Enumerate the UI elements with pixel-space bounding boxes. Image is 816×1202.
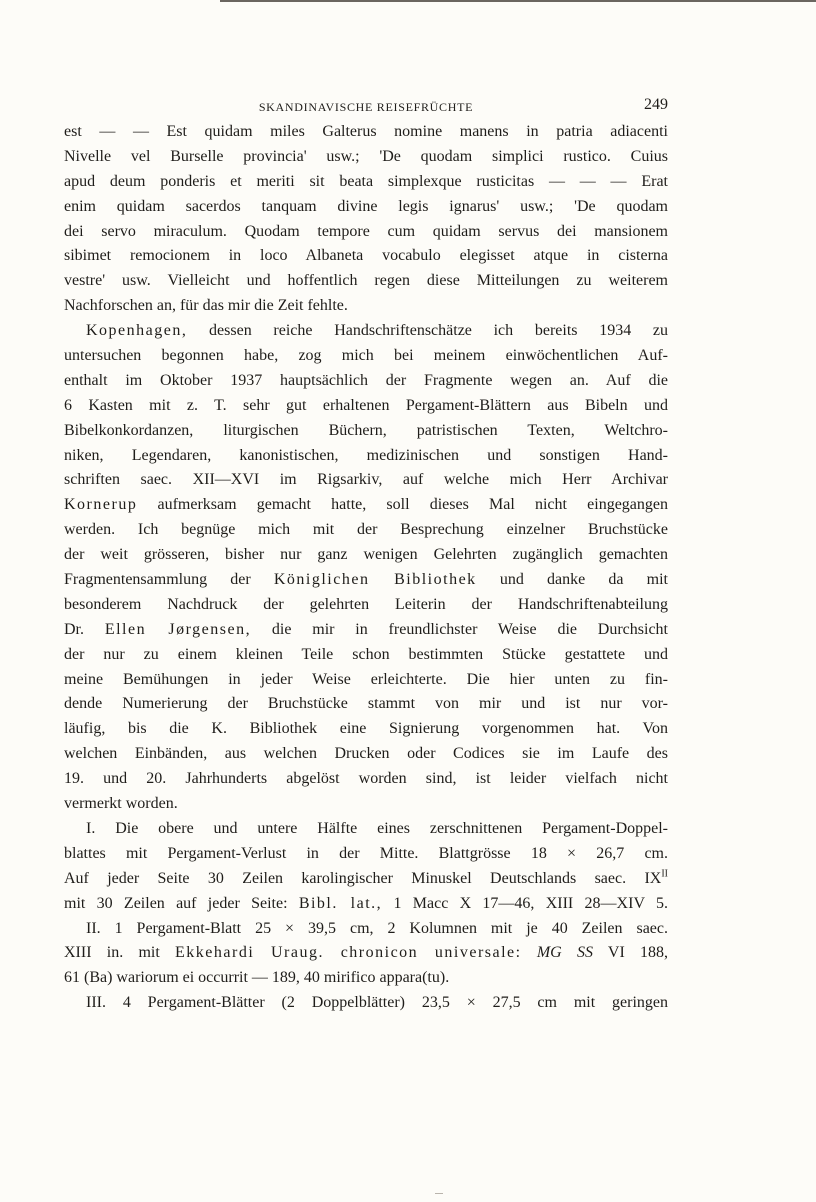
text-line: Bibelkonkordanzen, liturgischen Büchern, patristischen Texten, Weltchro-: [64, 421, 668, 439]
text-line: [64, 568, 668, 593]
text-span: dessen reiche Handschriftenschätze ich bereits 1934 zu: [187, 322, 668, 340]
text-line: der weit grösseren, bisher nur ganz wenigen Gelehrten zugänglich gemachten: [64, 546, 668, 564]
spaced-term-kopenhagen: Kopenhagen,: [86, 322, 188, 340]
text-span: 1 Macc X 17—46, XIII 28—XIV 5.: [382, 894, 668, 912]
text-line: vestre' usw. Vielleicht und hoffentlich regen diese Mitteilungen zu weiterem: [64, 272, 668, 290]
text-span: Fragmentensammlung der: [64, 571, 274, 589]
text-line: [64, 493, 668, 518]
text-span: die mir in freundlichster Weise die Durchsicht: [251, 620, 668, 638]
spaced-term-koenigliche-bibliothek: Königlichen Bibliothek: [273, 571, 477, 589]
text-line: vermerkt worden.: [64, 795, 178, 813]
text-span: und danke da mit: [476, 571, 668, 589]
text-span: Dr.: [64, 620, 105, 638]
bottom-mark: [435, 1193, 443, 1194]
text-span: VI 188,: [592, 944, 668, 962]
text-line: II. 1 Pergament-Blatt 25 × 39,5 cm, 2 Kolumnen mit je 40 Zeilen saec.: [86, 919, 668, 937]
text-line: dei servo miraculum. Quodam tempore cum quidam servus dei mansionem: [64, 222, 668, 240]
text-line: 61 (Ba) wariorum ei occurrit — 189, 40 mirifico appara(tu).: [64, 969, 450, 987]
spaced-term-ellen-jorgensen: Ellen Jørgensen,: [104, 620, 252, 638]
text-line: [64, 319, 668, 344]
text-span: [522, 944, 537, 961]
spaced-term-kornerup: Kornerup: [64, 496, 138, 514]
text-line: enim quidam sacerdos tanquam divine legis ignarus' usw.; 'De quodam: [64, 197, 668, 215]
text-span: aufmerksam gemacht hatte, soll dieses Mal nicht eingegangen: [137, 496, 668, 514]
text-line: welchen Einbänden, aus welchen Drucken oder Codices sie im Laufe des: [64, 745, 668, 763]
text-line: sibimet remocionem in loco Albaneta vocabulo elegisset atque in cisterna: [64, 247, 668, 265]
page-number: 249: [644, 96, 668, 113]
spaced-term-bibl-lat: Bibl. lat.,: [298, 894, 383, 912]
text-line: schriften saec. XII—XVI im Rigsarkiv, auf welche mich Herr Archivar: [64, 471, 668, 489]
page-header: [64, 96, 668, 118]
text-line: [64, 867, 668, 892]
spaced-term-ekkehardi: Ekkehardi Uraug. chronicon universale:: [175, 944, 522, 962]
text-line: [64, 892, 668, 917]
text-line: blattes mit Pergament-Verlust in der Mitte. Blattgrösse 18 × 26,7 cm.: [64, 844, 668, 862]
text-line: [64, 618, 668, 643]
superscript: II: [661, 868, 668, 880]
top-edge-rule: [220, 0, 816, 2]
body-text: [64, 120, 668, 1016]
text-line: [64, 941, 668, 966]
text-line: besonderem Nachdruck der gelehrten Leiterin der Handschriftenabteilung: [64, 595, 668, 613]
text-line: III. 4 Pergament-Blätter (2 Doppelblätter) 23,5 × 27,5 cm mit geringen: [86, 994, 668, 1012]
text-line: läufig, bis die K. Bibliothek eine Signierung vorgenommen hat. Von: [64, 720, 668, 738]
text-line: Nachforschen an, für das mir die Zeit fehlte.: [64, 297, 348, 315]
text-line: est — — Est quidam miles Galterus nomine manens in patria adiacenti: [64, 123, 668, 140]
text-line: enthalt im Oktober 1937 hauptsächlich der Fragmente wegen an. Auf die: [64, 371, 668, 389]
text-span: XIII in. mit: [64, 944, 176, 962]
text-line: untersuchen begonnen habe, zog mich bei meinem einwöchentlichen Auf-: [64, 347, 668, 365]
running-head: SKANDINAVISCHE REISEFRÜCHTE: [258, 100, 474, 114]
text-line: dende Numerierung der Bruchstücke stammt von mir und ist nur vor-: [64, 695, 668, 713]
text-line: apud deum ponderis et meriti sit beata simplexque rusticitas — — — Erat: [64, 172, 668, 190]
text-span: mit 30 Zeilen auf jeder Seite:: [64, 894, 299, 912]
text-line: Nivelle vel Burselle provincia' usw.; 'De quodam simplici rustico. Cuius: [64, 147, 668, 165]
text-line: meine Bemühungen in jeder Weise erleichterte. Die hier unten zu fin-: [64, 670, 668, 688]
text-line: werden. Ich begnüge mich mit der Besprechung einzelner Bruchstücke: [64, 521, 668, 539]
text-line: 6 Kasten mit z. T. sehr gut erhaltenen Pergament-Blättern aus Bibeln und: [64, 396, 668, 414]
italic-term-mg-ss: MG SS: [536, 944, 593, 962]
text-span: Auf jeder Seite 30 Zeilen karolingischer Minuskel Deutschlands saec. IX: [64, 869, 662, 887]
text-line: I. Die obere und untere Hälfte eines zerschnittenen Pergament-Doppel-: [86, 819, 668, 837]
text-line: 19. und 20. Jahrhunderts abgelöst worden sind, ist leider vielfach nicht: [64, 770, 668, 788]
text-line: der nur zu einem kleinen Teile schon bestimmten Stücke gestattete und: [64, 645, 668, 663]
text-line: niken, Legendaren, kanonistischen, medizinischen und sonstigen Hand-: [64, 446, 668, 464]
